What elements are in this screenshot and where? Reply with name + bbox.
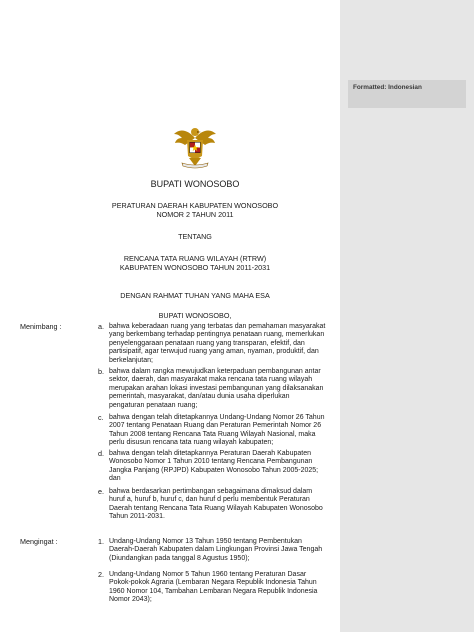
formatting-comment-label: Formatted: Indonesian [353,84,422,91]
subject-line-1: RENCANA TATA RUANG WILAYAH (RTRW) [123,254,267,263]
clause-c: bahwa dengan telah ditetapkannya Undang-Undang Nomor 26 Tahun 2007 tentang Penataan Ruang dan Peraturan Pemerintah Nomor 26 Tahun 2008 tentang Rencana Tata Ruang Wilayah Nasional, maka perlu disusun rencana tata ruang wilayah kabupaten; [109,414,325,447]
considering-label: Menimbang : [20,322,62,331]
clause-letter: e. [98,487,104,496]
clause-number: 2. [98,570,104,579]
clause-d: bahwa dengan telah ditetapkannya Peraturan Daerah Kabupaten Wonosobo Nomor 1 Tahun 2010 tentang Rencana Pembangunan Jangka Panjang (RPJPD) Kabupaten Wonosobo Tahun 2005-2025; dan [109,450,319,483]
garuda-emblem-icon [170,120,220,170]
regent-title: BUPATI WONOSOBO [150,179,240,189]
clause-letter: a. [98,322,104,331]
regulation-number: NOMOR 2 TAHUN 2011 [156,210,234,219]
clause-1: Undang-Undang Nomor 13 Tahun 1950 tentang Pembentukan Daerah-Daerah Kabupaten dalam Lingkungan Provinsi Jawa Tengah (Diundangkan pada tanggal 8 Agustus 1950); [109,538,323,562]
formatting-comment[interactable] [348,80,466,108]
subject-line-2: KABUPATEN WONOSOBO TAHUN 2011-2031 [119,263,271,272]
recalling-label: Mengingat : [20,537,58,546]
regulation-title: PERATURAN DAERAH KABUPATEN WONOSOBO [111,201,279,210]
clause-letter: b. [98,367,104,376]
clause-number: 1. [98,537,104,546]
clause-letter: c. [98,413,104,422]
blessing-line: DENGAN RAHMAT TUHAN YANG MAHA ESA [120,291,270,300]
clause-b: bahwa dalam rangka mewujudkan keterpaduan pembangunan antar sektor, daerah, dan masyarakat maka rencana tata ruang wilayah merupakan arahan lokasi investasi pembangunan yang dilaksanakan pemerintah, masyarakat, dan/atau dunia usaha diperlukan pengaturan penataan ruang; [109,368,324,409]
clause-e: bahwa berdasarkan pertimbangan sebagaimana dimaksud dalam huruf a, huruf b, huruf c, dan huruf d perlu membentuk Peraturan Daerah tentang Rencana Tata Ruang Wilayah Kabupaten Wonosobo Tahun 2011-2031. [109,488,323,521]
clause-2: Undang-Undang Nomor 5 Tahun 1960 tentang Peraturan Dasar Pokok-pokok Agraria (Lembaran Negara Republik Indonesia Tahun 1960 Nomor 104, Tambahan Lembaran Negara Republik Indonesia Nomor 2043); [109,571,318,604]
about-heading: TENTANG [178,232,212,241]
official-line: BUPATI WONOSOBO, [158,311,232,320]
clause-letter: d. [98,449,104,458]
clause-a: bahwa keberadaan ruang yang terbatas dan pemahaman masyarakat yang berkembang terhadap pentingnya penataan ruang, memerlukan penyelenggaraan penataan ruang yang transparan, efektif, dan partisipatif, agar terwujud ruang yang aman, nyaman, produktif, dan berkelanjutan; [109,323,326,364]
